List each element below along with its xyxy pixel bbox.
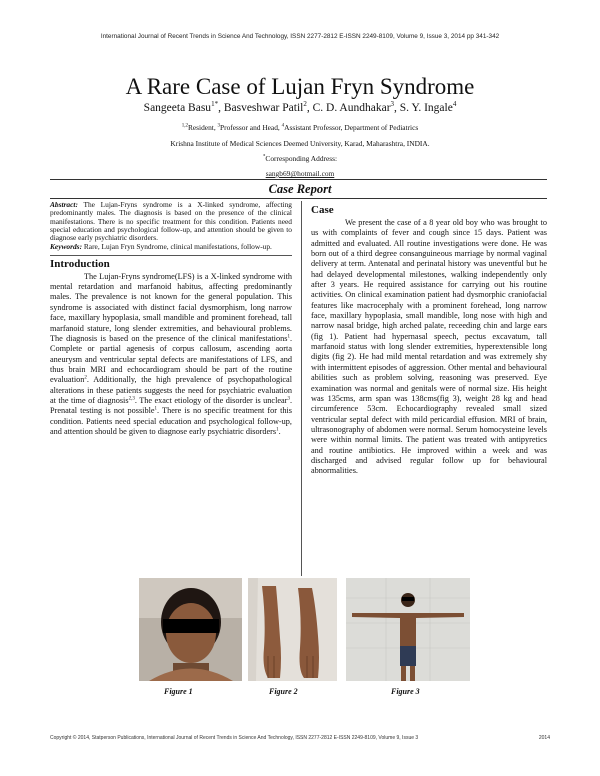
keywords-text: Rare, Lujan Fryn Syndrome, clinical manifestations, follow-up. xyxy=(82,242,272,252)
divider xyxy=(50,179,547,180)
figure-3-image xyxy=(346,578,470,681)
author-name: S. Y. Ingale xyxy=(399,101,453,114)
citation: 3 xyxy=(287,396,290,402)
left-column xyxy=(50,201,292,437)
introduction-paragraph xyxy=(50,272,292,438)
paper-title: A Rare Case of Lujan Fryn Syndrome xyxy=(125,74,475,99)
affiliation-line xyxy=(0,123,600,132)
abstract-text: The Lujan-Fryns syndrome is a X-linked syndrome, affecting predominantly males. The diagnosis is based on the presence of the clinical manifestations. There is no specific treatment for this condition. Patients need special education and psychological follow-up, and attention should be given to diagnose early psychiatric disorders. xyxy=(50,200,292,243)
figure-1-photo xyxy=(139,578,242,681)
figure-2-photo xyxy=(248,578,337,681)
divider xyxy=(50,255,292,256)
article-type: Case Report xyxy=(268,182,332,196)
case-text: We present the case of a 8 year old boy who was brought to us with complaints of fever and cough since 15 days. Patient was admitted and evaluated. All routine investigations were done. He was born out of a third degree consanguineous marriage by normal vaginal delivery at term. Antenatal and perinatal history was uneventful but he had delayed developmental milestones, walking independently only after 3 years. He required assistance for carrying out his routine activities. On clinical examination patient had dysmorphic craniofacial features like macrocephaly with a prominent forehead, long narrow face, maxillary hypoplasia, small mandible, long nose with high and narrow nasal bridge, high arched palate, receeding chin and large ears (fig 1). Patient had hypernasal speech, pectus excavatum, tall marfanoid status with long slender extremities, hyperextensible long digits (fig 2). He had mild mental retardation and was extremely shy with intermittent episodes of aggression. Other mental and behavioural abilities such as problem solving, reasoning was preserved. Eye examination was normal and genitals were of normal size. His height was 135cms, arm span was 138cms(fig 3), weight 28 kg and head circumference 53cm. Echocardiography revealed small sized ventricular septal defect with mild pericardial effusion. MRI of brain, ultrasonography of abdomen were normal. Serum homocysteine levels were within normal limits. The patient was treated with antipyretics and routine antibiotics. He improved within a week and was discharged and advised regular follow up for behavioural abnormalities. xyxy=(311,218,547,476)
figure-1-caption: Figure 1 xyxy=(164,687,193,696)
author-name: Sangeeta Basu xyxy=(143,101,212,114)
intro-text: The Lujan-Fryns syndrome(LFS) is a X-linked syndrome with mental retardation and marfanoid habitus, affecting predominantly males. The prevalence is not known for the general population. This syndrome is associated with distinct facial dysmorphism, long narrow face, maxillary hypoplasia, small mandible and prominent forehead, tall marfanoid stature, long slender extremities, and behavioural problems. The diagnosis is based on the presence of the clinical manifestations xyxy=(50,271,292,343)
citation: 1 xyxy=(154,406,158,412)
author-sup: 3 xyxy=(390,100,395,108)
intro-text: . Complete or partial agenesis of corpus callosum, ascending aorta aneurysm and ventricular septal defects are manifestations of LFS, and thus brain MRI and echocardiogram should be part of the routine evaluation xyxy=(50,333,292,385)
intro-text: . xyxy=(278,426,281,436)
journal-header: International Journal of Recent Trends in Science And Technology, ISSN 2277-2812 E-ISSN 2249-8109, Volume 9, Issue 3, 2014 pp 341-342 xyxy=(100,33,500,40)
affil-sup: 4 xyxy=(281,123,285,129)
author-name: C. D. Aundhakar xyxy=(312,101,391,114)
affil-role: Resident, xyxy=(187,123,218,132)
keywords-label: Keywords: xyxy=(50,242,83,252)
corr-sup: * xyxy=(262,154,266,160)
author-list: Sangeeta Basu$^{1*}$, Basveshwar Patil$^2$, C. D. Aundhakar$^3$, S. Y. Ingale$^4$ xyxy=(143,100,457,114)
author-name: Basveshwar Patil xyxy=(223,101,304,114)
figure-2-caption: Figure 2 xyxy=(269,687,298,696)
abstract xyxy=(50,201,292,242)
case-paragraph xyxy=(311,218,547,477)
corr-text: Corresponding Address: xyxy=(265,154,338,163)
citation: 1 xyxy=(276,427,279,433)
author-sup: 1* xyxy=(211,100,219,108)
affil-sup: 1,2 xyxy=(181,123,188,129)
footer-page: 2014 xyxy=(538,735,550,741)
figure-3-caption: Figure 3 xyxy=(391,687,420,696)
corresponding-label xyxy=(0,154,600,163)
citation: 2 xyxy=(84,375,87,381)
figure-2-image xyxy=(248,578,337,681)
keywords xyxy=(50,243,292,251)
footer-text: Copyright © 2014, Statperson Publications, International Journal of Recent Trends in Science And Technology, ISSN 2277-2812 E-ISSN 2249-8109, Volume 9, Issue 3 xyxy=(50,735,419,741)
affil-role: Professor and Head, xyxy=(220,123,282,132)
abstract-label: Abstract: xyxy=(50,200,78,209)
intro-text: . Prenatal testing is not possible xyxy=(50,395,292,416)
footer xyxy=(50,735,550,741)
author-sup: 2 xyxy=(303,100,307,108)
affil-role: Assistant Professor, Department of Pediatrics xyxy=(284,123,419,132)
intro-text: . The exact etiology of the disorder is unclear xyxy=(134,395,288,405)
citation: 2,3 xyxy=(128,396,135,402)
intro-text: . Additionally, the high prevalence of psychopathological alterations in these patients suggests the need for psychiatric evaluation at the time of diagnosis xyxy=(50,375,292,405)
institution: Krishna Institute of Medical Sciences Deemed University, Karad, Maharashtra, INDIA. xyxy=(170,139,430,148)
column-divider xyxy=(301,201,302,576)
right-column xyxy=(311,201,547,477)
intro-text: . There is no specific treatment for this condition. Patients need special education and psychological follow-up, and attention should be given to diagnose early psychiatric disorders xyxy=(50,406,292,436)
divider xyxy=(50,198,547,199)
email-link[interactable]: sangb69@hotmail.com xyxy=(265,169,335,178)
author-sup: 4 xyxy=(452,100,457,108)
case-heading: Case xyxy=(311,204,334,216)
affil-sup: 3 xyxy=(217,123,221,129)
introduction-heading: Introduction xyxy=(50,257,110,270)
citation: 1 xyxy=(287,334,290,340)
figure-3-photo xyxy=(346,578,470,681)
figure-1-image xyxy=(139,578,242,681)
